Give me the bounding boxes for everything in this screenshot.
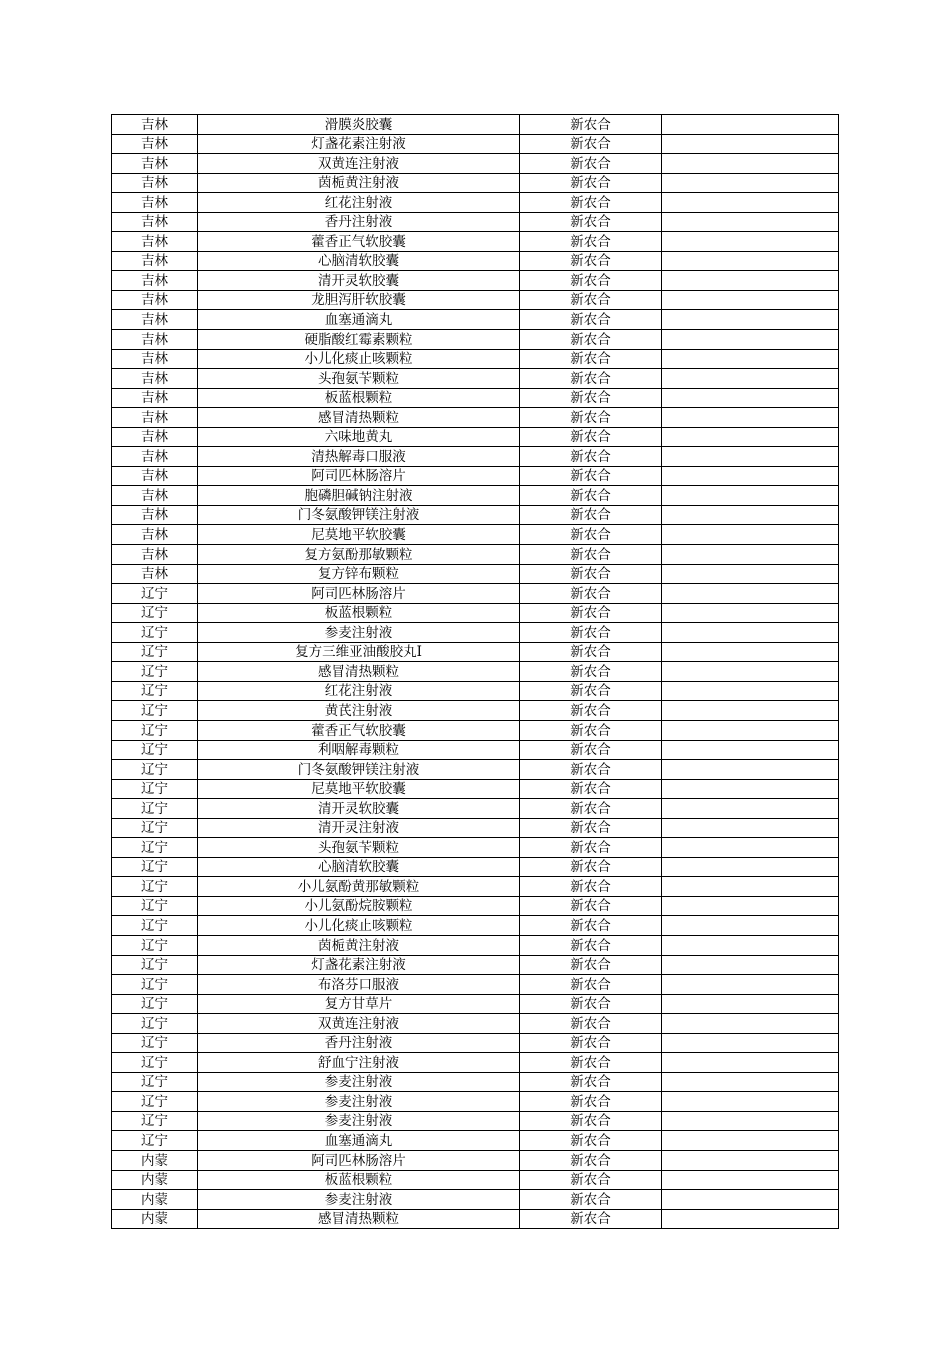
region-cell: 吉林 <box>112 408 198 428</box>
table-row <box>112 1209 839 1229</box>
table-row <box>112 525 839 545</box>
table-row <box>112 1033 839 1053</box>
note-cell <box>662 1053 839 1073</box>
table-row <box>112 388 839 408</box>
program-cell: 新农合 <box>520 994 662 1014</box>
region-cell: 辽宁 <box>112 681 198 701</box>
drug-name-cell: 心脑清软胶囊 <box>198 857 520 877</box>
region-cell: 吉林 <box>112 193 198 213</box>
drug-name-cell: 六味地黄丸 <box>198 427 520 447</box>
program-cell: 新农合 <box>520 447 662 467</box>
table-row <box>112 955 839 975</box>
table-row <box>112 1131 839 1151</box>
program-cell: 新农合 <box>520 310 662 330</box>
drug-name-cell: 清开灵注射液 <box>198 818 520 838</box>
note-cell <box>662 1092 839 1112</box>
note-cell <box>662 1170 839 1190</box>
table-row <box>112 173 839 193</box>
program-cell: 新农合 <box>520 818 662 838</box>
table-row <box>112 447 839 467</box>
table-row <box>112 662 839 682</box>
program-cell: 新农合 <box>520 1111 662 1131</box>
drug-list-table <box>111 114 839 1229</box>
drug-name-cell: 小儿化痰止咳颗粒 <box>198 916 520 936</box>
note-cell <box>662 584 839 604</box>
program-cell: 新农合 <box>520 740 662 760</box>
program-cell: 新农合 <box>520 408 662 428</box>
note-cell <box>662 466 839 486</box>
program-cell: 新农合 <box>520 251 662 271</box>
drug-name-cell: 参麦注射液 <box>198 623 520 643</box>
program-cell: 新农合 <box>520 1014 662 1034</box>
program-cell: 新农合 <box>520 193 662 213</box>
region-cell: 内蒙 <box>112 1150 198 1170</box>
region-cell: 辽宁 <box>112 720 198 740</box>
program-cell: 新农合 <box>520 838 662 858</box>
region-cell: 辽宁 <box>112 1092 198 1112</box>
program-cell: 新农合 <box>520 1072 662 1092</box>
drug-name-cell: 双黄连注射液 <box>198 154 520 174</box>
table-row <box>112 681 839 701</box>
note-cell <box>662 681 839 701</box>
note-cell <box>662 1014 839 1034</box>
program-cell: 新农合 <box>520 388 662 408</box>
program-cell: 新农合 <box>520 290 662 310</box>
drug-name-cell: 布洛芬口服液 <box>198 975 520 995</box>
drug-name-cell: 血塞通滴丸 <box>198 310 520 330</box>
program-cell: 新农合 <box>520 466 662 486</box>
region-cell: 吉林 <box>112 271 198 291</box>
drug-name-cell: 参麦注射液 <box>198 1111 520 1131</box>
program-cell: 新农合 <box>520 642 662 662</box>
drug-name-cell: 红花注射液 <box>198 193 520 213</box>
program-cell: 新农合 <box>520 505 662 525</box>
note-cell <box>662 896 839 916</box>
note-cell <box>662 193 839 213</box>
region-cell: 吉林 <box>112 154 198 174</box>
drug-name-cell: 红花注射液 <box>198 681 520 701</box>
drug-name-cell: 头孢氨苄颗粒 <box>198 369 520 389</box>
region-cell: 吉林 <box>112 466 198 486</box>
region-cell: 吉林 <box>112 310 198 330</box>
region-cell: 吉林 <box>112 349 198 369</box>
table-row <box>112 349 839 369</box>
note-cell <box>662 955 839 975</box>
region-cell: 内蒙 <box>112 1209 198 1229</box>
region-cell: 内蒙 <box>112 1170 198 1190</box>
region-cell: 辽宁 <box>112 1033 198 1053</box>
table-row <box>112 975 839 995</box>
program-cell: 新农合 <box>520 603 662 623</box>
note-cell <box>662 994 839 1014</box>
drug-name-cell: 门冬氨酸钾镁注射液 <box>198 760 520 780</box>
program-cell: 新农合 <box>520 369 662 389</box>
region-cell: 吉林 <box>112 115 198 135</box>
region-cell: 辽宁 <box>112 1131 198 1151</box>
drug-name-cell: 头孢氨苄颗粒 <box>198 838 520 858</box>
note-cell <box>662 799 839 819</box>
drug-name-cell: 利咽解毒颗粒 <box>198 740 520 760</box>
table-row <box>112 232 839 252</box>
drug-name-cell: 阿司匹林肠溶片 <box>198 466 520 486</box>
drug-name-cell: 复方锌布颗粒 <box>198 564 520 584</box>
note-cell <box>662 486 839 506</box>
region-cell: 吉林 <box>112 388 198 408</box>
drug-name-cell: 硬脂酸红霉素颗粒 <box>198 330 520 350</box>
region-cell: 辽宁 <box>112 1111 198 1131</box>
region-cell: 辽宁 <box>112 662 198 682</box>
region-cell: 内蒙 <box>112 1190 198 1210</box>
program-cell: 新农合 <box>520 935 662 955</box>
table-row <box>112 916 839 936</box>
drug-name-cell: 参麦注射液 <box>198 1092 520 1112</box>
program-cell: 新农合 <box>520 584 662 604</box>
drug-name-cell: 滑膜炎胶囊 <box>198 115 520 135</box>
program-cell: 新农合 <box>520 955 662 975</box>
note-cell <box>662 251 839 271</box>
note-cell <box>662 173 839 193</box>
table-row <box>112 623 839 643</box>
program-cell: 新农合 <box>520 916 662 936</box>
note-cell <box>662 290 839 310</box>
table-row <box>112 134 839 154</box>
program-cell: 新农合 <box>520 857 662 877</box>
note-cell <box>662 212 839 232</box>
region-cell: 吉林 <box>112 290 198 310</box>
table-row <box>112 427 839 447</box>
drug-name-cell: 小儿氨酚黄那敏颗粒 <box>198 877 520 897</box>
drug-name-cell: 藿香正气软胶囊 <box>198 232 520 252</box>
region-cell: 辽宁 <box>112 838 198 858</box>
program-cell: 新农合 <box>520 623 662 643</box>
drug-name-cell: 血塞通滴丸 <box>198 1131 520 1151</box>
program-cell: 新农合 <box>520 681 662 701</box>
table-row <box>112 1092 839 1112</box>
note-cell <box>662 134 839 154</box>
region-cell: 辽宁 <box>112 779 198 799</box>
region-cell: 辽宁 <box>112 818 198 838</box>
region-cell: 吉林 <box>112 545 198 565</box>
note-cell <box>662 857 839 877</box>
note-cell <box>662 271 839 291</box>
table-row <box>112 1170 839 1190</box>
note-cell <box>662 310 839 330</box>
table-row <box>112 877 839 897</box>
note-cell <box>662 154 839 174</box>
note-cell <box>662 1150 839 1170</box>
drug-name-cell: 灯盏花素注射液 <box>198 134 520 154</box>
note-cell <box>662 1190 839 1210</box>
note-cell <box>662 427 839 447</box>
region-cell: 辽宁 <box>112 896 198 916</box>
program-cell: 新农合 <box>520 212 662 232</box>
note-cell <box>662 740 839 760</box>
table-row <box>112 1111 839 1131</box>
table-row <box>112 701 839 721</box>
note-cell <box>662 760 839 780</box>
region-cell: 辽宁 <box>112 975 198 995</box>
drug-name-cell: 尼莫地平软胶囊 <box>198 525 520 545</box>
note-cell <box>662 779 839 799</box>
program-cell: 新农合 <box>520 720 662 740</box>
table-row <box>112 603 839 623</box>
region-cell: 吉林 <box>112 173 198 193</box>
table-row <box>112 720 839 740</box>
table-row <box>112 251 839 271</box>
note-cell <box>662 877 839 897</box>
region-cell: 辽宁 <box>112 760 198 780</box>
region-cell: 吉林 <box>112 486 198 506</box>
region-cell: 吉林 <box>112 427 198 447</box>
drug-name-cell: 黄芪注射液 <box>198 701 520 721</box>
note-cell <box>662 1072 839 1092</box>
region-cell: 辽宁 <box>112 603 198 623</box>
note-cell <box>662 564 839 584</box>
table-row <box>112 310 839 330</box>
drug-name-cell: 清热解毒口服液 <box>198 447 520 467</box>
note-cell <box>662 330 839 350</box>
program-cell: 新农合 <box>520 232 662 252</box>
note-cell <box>662 642 839 662</box>
table-row <box>112 779 839 799</box>
program-cell: 新农合 <box>520 877 662 897</box>
region-cell: 辽宁 <box>112 584 198 604</box>
note-cell <box>662 818 839 838</box>
table-row <box>112 994 839 1014</box>
program-cell: 新农合 <box>520 1092 662 1112</box>
note-cell <box>662 349 839 369</box>
region-cell: 吉林 <box>112 232 198 252</box>
program-cell: 新农合 <box>520 134 662 154</box>
drug-name-cell: 清开灵软胶囊 <box>198 799 520 819</box>
drug-name-cell: 香丹注射液 <box>198 1033 520 1053</box>
note-cell <box>662 545 839 565</box>
program-cell: 新农合 <box>520 545 662 565</box>
program-cell: 新农合 <box>520 564 662 584</box>
table-row <box>112 935 839 955</box>
drug-name-cell: 板蓝根颗粒 <box>198 1170 520 1190</box>
drug-name-cell: 灯盏花素注射液 <box>198 955 520 975</box>
region-cell: 吉林 <box>112 330 198 350</box>
note-cell <box>662 623 839 643</box>
note-cell <box>662 838 839 858</box>
table-row <box>112 584 839 604</box>
program-cell: 新农合 <box>520 525 662 545</box>
table-row <box>112 408 839 428</box>
note-cell <box>662 720 839 740</box>
table-row <box>112 838 839 858</box>
program-cell: 新农合 <box>520 1131 662 1151</box>
drug-name-cell: 阿司匹林肠溶片 <box>198 584 520 604</box>
table-row <box>112 486 839 506</box>
table-row <box>112 1053 839 1073</box>
table-row <box>112 1014 839 1034</box>
program-cell: 新农合 <box>520 760 662 780</box>
drug-name-cell: 感冒清热颗粒 <box>198 662 520 682</box>
region-cell: 辽宁 <box>112 955 198 975</box>
note-cell <box>662 369 839 389</box>
region-cell: 吉林 <box>112 447 198 467</box>
note-cell <box>662 447 839 467</box>
table-row <box>112 193 839 213</box>
region-cell: 吉林 <box>112 134 198 154</box>
note-cell <box>662 916 839 936</box>
note-cell <box>662 701 839 721</box>
table-row <box>112 330 839 350</box>
drug-name-cell: 感冒清热颗粒 <box>198 1209 520 1229</box>
note-cell <box>662 935 839 955</box>
region-cell: 辽宁 <box>112 799 198 819</box>
drug-name-cell: 尼莫地平软胶囊 <box>198 779 520 799</box>
drug-name-cell: 阿司匹林肠溶片 <box>198 1150 520 1170</box>
program-cell: 新农合 <box>520 154 662 174</box>
table-row <box>112 271 839 291</box>
program-cell: 新农合 <box>520 271 662 291</box>
table-row <box>112 1072 839 1092</box>
note-cell <box>662 1209 839 1229</box>
drug-name-cell: 小儿氨酚烷胺颗粒 <box>198 896 520 916</box>
region-cell: 辽宁 <box>112 916 198 936</box>
program-cell: 新农合 <box>520 486 662 506</box>
program-cell: 新农合 <box>520 1170 662 1190</box>
program-cell: 新农合 <box>520 173 662 193</box>
region-cell: 辽宁 <box>112 1072 198 1092</box>
region-cell: 吉林 <box>112 564 198 584</box>
note-cell <box>662 408 839 428</box>
drug-name-cell: 藿香正气软胶囊 <box>198 720 520 740</box>
program-cell: 新农合 <box>520 701 662 721</box>
drug-name-cell: 双黄连注射液 <box>198 1014 520 1034</box>
program-cell: 新农合 <box>520 1209 662 1229</box>
note-cell <box>662 115 839 135</box>
program-cell: 新农合 <box>520 1053 662 1073</box>
drug-name-cell: 复方氨酚那敏颗粒 <box>198 545 520 565</box>
drug-name-cell: 茵栀黄注射液 <box>198 935 520 955</box>
note-cell <box>662 662 839 682</box>
drug-name-cell: 门冬氨酸钾镁注射液 <box>198 505 520 525</box>
drug-name-cell: 小儿化痰止咳颗粒 <box>198 349 520 369</box>
table-row <box>112 857 839 877</box>
region-cell: 辽宁 <box>112 935 198 955</box>
note-cell <box>662 1033 839 1053</box>
table-row <box>112 642 839 662</box>
drug-name-cell: 胞磷胆碱钠注射液 <box>198 486 520 506</box>
drug-name-cell: 板蓝根颗粒 <box>198 388 520 408</box>
note-cell <box>662 388 839 408</box>
program-cell: 新农合 <box>520 1033 662 1053</box>
region-cell: 辽宁 <box>112 740 198 760</box>
drug-name-cell: 舒血宁注射液 <box>198 1053 520 1073</box>
note-cell <box>662 232 839 252</box>
region-cell: 辽宁 <box>112 623 198 643</box>
drug-name-cell: 清开灵软胶囊 <box>198 271 520 291</box>
drug-name-cell: 香丹注射液 <box>198 212 520 232</box>
table-body <box>112 115 839 1229</box>
program-cell: 新农合 <box>520 349 662 369</box>
region-cell: 吉林 <box>112 369 198 389</box>
region-cell: 辽宁 <box>112 1014 198 1034</box>
program-cell: 新农合 <box>520 779 662 799</box>
table-row <box>112 369 839 389</box>
drug-name-cell: 茵栀黄注射液 <box>198 173 520 193</box>
table-row <box>112 1190 839 1210</box>
region-cell: 辽宁 <box>112 877 198 897</box>
table-row <box>112 115 839 135</box>
table-row <box>112 760 839 780</box>
table-row <box>112 154 839 174</box>
region-cell: 辽宁 <box>112 701 198 721</box>
table-row <box>112 290 839 310</box>
table-row <box>112 466 839 486</box>
region-cell: 吉林 <box>112 251 198 271</box>
program-cell: 新农合 <box>520 896 662 916</box>
region-cell: 辽宁 <box>112 857 198 877</box>
program-cell: 新农合 <box>520 799 662 819</box>
drug-name-cell: 龙胆泻肝软胶囊 <box>198 290 520 310</box>
note-cell <box>662 603 839 623</box>
program-cell: 新农合 <box>520 975 662 995</box>
table-row <box>112 545 839 565</box>
table-row <box>112 505 839 525</box>
table-row <box>112 564 839 584</box>
region-cell: 吉林 <box>112 525 198 545</box>
program-cell: 新农合 <box>520 1190 662 1210</box>
region-cell: 吉林 <box>112 212 198 232</box>
region-cell: 吉林 <box>112 505 198 525</box>
table-row <box>112 818 839 838</box>
note-cell <box>662 975 839 995</box>
program-cell: 新农合 <box>520 115 662 135</box>
note-cell <box>662 525 839 545</box>
region-cell: 辽宁 <box>112 1053 198 1073</box>
drug-name-cell: 复方甘草片 <box>198 994 520 1014</box>
table-row <box>112 896 839 916</box>
region-cell: 辽宁 <box>112 642 198 662</box>
table-row <box>112 740 839 760</box>
drug-name-cell: 心脑清软胶囊 <box>198 251 520 271</box>
drug-name-cell: 板蓝根颗粒 <box>198 603 520 623</box>
drug-name-cell: 参麦注射液 <box>198 1190 520 1210</box>
drug-name-cell: 复方三维亚油酸胶丸I <box>198 642 520 662</box>
note-cell <box>662 1111 839 1131</box>
program-cell: 新农合 <box>520 427 662 447</box>
program-cell: 新农合 <box>520 330 662 350</box>
program-cell: 新农合 <box>520 662 662 682</box>
region-cell: 辽宁 <box>112 994 198 1014</box>
table-row <box>112 799 839 819</box>
drug-name-cell: 参麦注射液 <box>198 1072 520 1092</box>
note-cell <box>662 505 839 525</box>
table-row <box>112 1150 839 1170</box>
table-row <box>112 212 839 232</box>
program-cell: 新农合 <box>520 1150 662 1170</box>
drug-name-cell: 感冒清热颗粒 <box>198 408 520 428</box>
note-cell <box>662 1131 839 1151</box>
